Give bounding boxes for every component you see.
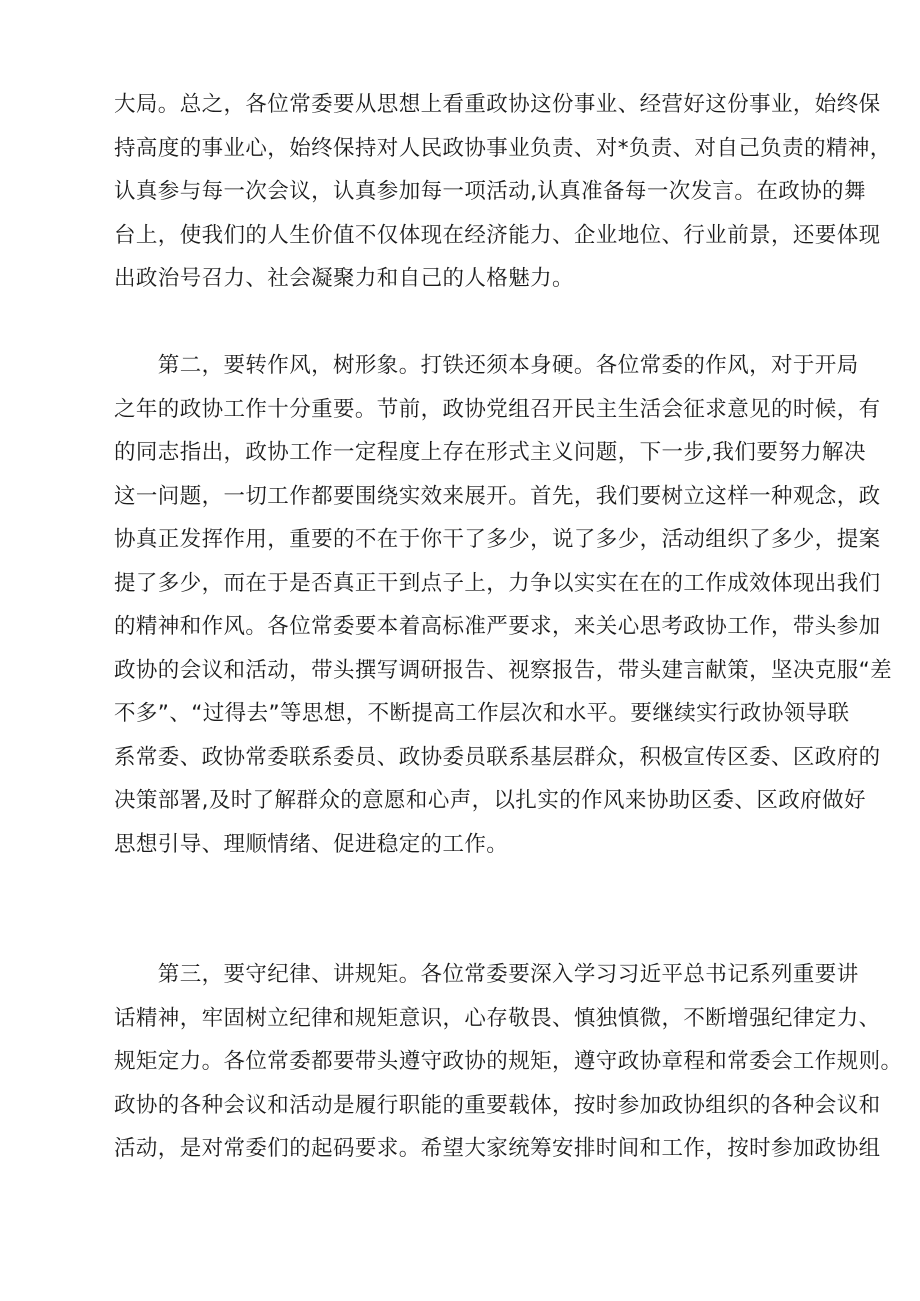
paragraph-third-point [114, 953, 903, 1171]
text-line: 之年的政协工作十分重要。节前，政协党组召开民主生活会征求意见的时候，有 [114, 396, 881, 422]
text-line: 出政治号召力、社会凝聚力和自己的人格魅力。 [114, 266, 574, 291]
text-line: 持高度的事业心，始终保持对人民政协事业负责、对*负责、对自己负责的精神， [114, 135, 892, 161]
text-line: 认真参与每一次会议，认真参加每一项活动,认真准备每一次发言。在政协的舞 [114, 179, 866, 204]
text-line: 政协的会议和活动，带头撰写调研报告、视察报告，带头建言献策，坚决克服“差 [114, 657, 893, 683]
text-line: 提了多少，而在于是否真正干到点子上，力争以实实在在的工作成效体现出我们 [114, 570, 881, 596]
text-line: 系常委、政协常委联系委员、政协委员联系基层群众，积极宣传区委、区政府的 [114, 744, 881, 770]
text-line: 思想引导、理顺情绪、促进稳定的工作。 [114, 831, 509, 857]
text-line: 规矩定力。各位常委都要带头遵守政协的规矩，遵守政协章程和常委会工作规则。 [114, 1049, 903, 1074]
text-line: 的精神和作风。各位常委要本着高标准严要求，来关心思考政协工作，带头参加 [114, 614, 881, 639]
text-line: 的同志指出，政协工作一定程度上存在形式主义问题，下一步,我们要努力解决 [114, 440, 866, 465]
text-line: 大局。总之，各位常委要从思想上看重政协这份事业、经营好这份事业，始终保 [114, 92, 881, 117]
text-line: 不多”、“过得去”等思想，不断提高工作层次和水平。要继续实行政协领导联 [114, 701, 850, 726]
paragraph-second-point [114, 344, 893, 866]
text-line: 协真正发挥作用，重要的不在于你干了多少，说了多少，活动组织了多少，提案 [114, 527, 881, 552]
text-line: 台上，使我们的人生价值不仅体现在经济能力、企业地位、行业前景，还要体现 [114, 222, 881, 248]
text-line: 活动，是对常委们的起码要求。希望大家统筹安排时间和工作，按时参加政协组 [114, 1136, 881, 1161]
paragraph-conclusion [114, 83, 892, 301]
text-line: 这一问题，一切工作都要围绕实效来展开。首先，我们要树立这样一种观念，政 [114, 483, 881, 509]
text-line: 决策部署,及时了解群众的意愿和心声，以扎实的作风来协助区委、区政府做好 [114, 788, 866, 813]
text-line: 政协的各种会议和活动是履行职能的重要载体，按时参加政协组织的各种会议和 [114, 1092, 881, 1118]
text-line: 话精神，牢固树立纪律和规矩意识，心存敬畏、慎独慎微，不断增强纪律定力、 [114, 1005, 881, 1031]
text-line: 第三，要守纪律、讲规矩。各位常委要深入学习习近平总书记系列重要讲 [114, 962, 859, 987]
text-line: 第二，要转作风，树形象。打铁还须本身硬。各位常委的作风，对于开局 [114, 353, 859, 378]
